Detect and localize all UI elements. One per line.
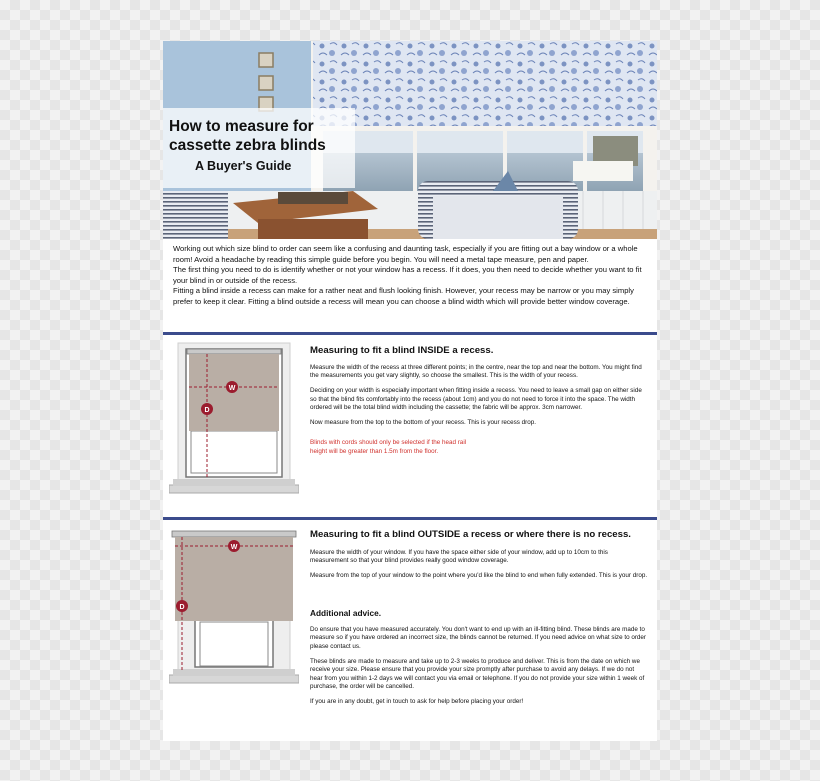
outside-paragraph: Measure the width of your window. If you have the space either side of your window, add up to 10cm to this measurement so that your blind provides really good window coverage. xyxy=(310,549,608,565)
drop-label: D xyxy=(179,604,185,611)
guide-page xyxy=(163,41,657,741)
advice-paragraph: These blinds are made to measure and take up to 2-3 weeks to produce and deliver. This is from the date on which we receive your size. Please ensure that you provide your size promptly after purchase to avoid any delays. If we do not hear from you within 1-2 days we will contact you via email or telephone. If you do not provide your size within 1 week of purchase, the order will be cancelled. xyxy=(310,657,645,690)
intro-paragraph: Fitting a blind inside a recess can make for a rather neat and flush looking finish. However, your recess may be narrow or you may simply prefer to keep it clear. Fitting a blind outside a recess will mean you can choose a blind width which will provide better window coverage. xyxy=(173,286,634,306)
cord-warning: Blinds with cords should only be selected if the head rail height will be greater than 1.5m from the floor. xyxy=(310,439,467,455)
inside-paragraph: Deciding on your width is especially important when fitting inside a recess. You need to leave a small gap on either side so that the blind fits comfortably into the recess (about 1cm) and you do not need to force it into the space. The width ordered will be the total blind width including the cassette; the fabric will be approx. 3cm narrower. xyxy=(310,387,642,412)
inside-paragraph: Measure the width of the recess at three different points; in the centre, near the top and near the bottom. You might find the measurements you get vary slightly, so choose the smallest. This is the width of your recess. xyxy=(310,364,642,380)
hero-photo xyxy=(163,41,657,239)
width-label: W xyxy=(228,385,236,392)
intro-paragraph: The first thing you need to do is identify whether or not your window has a recess. If it does, you then need to decide whether you want to fit your blind in or outside of the recess. xyxy=(173,265,642,285)
section-divider xyxy=(163,517,657,520)
hero-subtitle: A Buyer's Guide xyxy=(195,159,292,173)
outside-section-body xyxy=(310,549,648,587)
additional-advice-body xyxy=(310,626,648,713)
intro-text xyxy=(173,244,653,308)
outside-recess-diagram xyxy=(169,527,299,693)
intro-paragraph: Working out which size blind to order can seem like a confusing and daunting task, especially if you are fitting out a bay window or a whole room! Avoid a headache by reading this simple guide before you begin. You will need a metal tape measure, pen and paper. xyxy=(173,244,638,264)
advice-paragraph: Do ensure that you have measured accurately. You don't want to end up with an ill-fitting blind. These blinds are made to measure so if you have ordered an incorrect size, the blinds cannot be returned. If you need advice on what size to order please contact us. xyxy=(310,626,647,650)
additional-advice-heading: Additional advice. xyxy=(310,608,381,618)
drop-label: D xyxy=(204,407,210,414)
inside-section-body xyxy=(310,364,648,463)
hero-title-line1: How to measure for xyxy=(169,118,314,135)
inside-recess-diagram xyxy=(169,339,299,505)
inside-paragraph: Now measure from the top to the bottom of your recess. This is your recess drop. xyxy=(310,419,536,427)
hero-title xyxy=(169,117,326,155)
hero-title-line2: cassette zebra blinds xyxy=(169,137,326,154)
outside-section-title: Measuring to fit a blind OUTSIDE a recess or where there is no recess. xyxy=(310,529,631,540)
advice-paragraph: If you are in any doubt, get in touch to ask for help before placing your order! xyxy=(310,697,524,705)
inside-section-title: Measuring to fit a blind INSIDE a recess. xyxy=(310,345,494,356)
outside-paragraph: Measure from the top of your window to the point where you'd like the blind to end when fully extended. This is your drop. xyxy=(310,572,648,580)
hero-title-panel xyxy=(163,108,355,188)
width-label: W xyxy=(230,544,238,551)
section-divider xyxy=(163,332,657,335)
